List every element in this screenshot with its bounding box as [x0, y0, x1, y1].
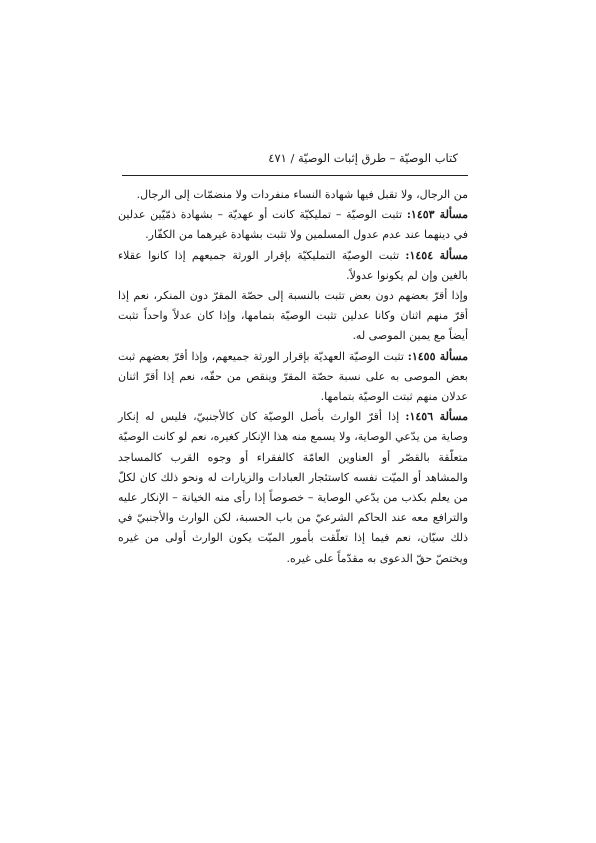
paragraph-issue-1454 — [118, 246, 468, 286]
paragraph-text: من الرجال، ولا تقبل فيها شهادة النساء منفردات ولا منضمّات إلى الرجال. — [136, 188, 468, 201]
paragraph-text: تثبت الوصيّة التمليكيّة بإقرار الورثة جميعهم إذا كانوا عقلاء بالغين وإن لم يكونوا عدولاً. — [118, 248, 468, 282]
paragraph-text: تثبت الوصيّة – تمليكيّة كانت أو عهديّة – بشهادة ذمّيّين عدلين في دينهما عند عدم عدول المسلمين ولا تثبت بشهادة غيرهما من الكفّار. — [118, 208, 468, 242]
issue-heading: مسألة ١٤٥٦: — [405, 410, 468, 424]
running-head: كتاب الوصيّة – طرق إثبات الوصيّة / ٤٧١ — [268, 151, 458, 165]
paragraph-text: وإذا أقرّ بعضهم دون بعض تثبت بالنسبة إلى حصّة المقرّ دون المنكر، نعم إذا أقرّ منهم اثنان وكانا عدلين تثبت الوصيّة بتمامها، وإذا كان عدلاً واحداً تثبت أيضاً مع يمين الموصى له. — [118, 289, 468, 343]
issue-heading: مسألة ١٤٥٣: — [406, 208, 468, 222]
paragraph-continuation — [118, 185, 468, 205]
issue-heading: مسألة ١٤٥٥: — [407, 349, 468, 363]
header-rule — [122, 175, 468, 176]
paragraph-text: إذا أقرّ الوارث بأصل الوصيّة كان كالأجنبيّ، فليس له إنكار وصاية من يدّعي الوصاية، ولا يسمع منه هذا الإنكار كغيره، نعم لو كانت الوصيّة متعلّقة بالقصّر أو العناوين العامّة كالفقراء أو وجوه القرب كالمساجد والمشاهد أو الميّت نفسه كاستئجار العبادات والزيارات له ونحو ذلك كان لكلّ من يعلم بكذب من يدّعي الوصاية – خصوصاً إذا رأى منه الخيانة – الإنكار عليه والترافع معه عند الحاكم الشرعيّ من باب الحسبة، لكن الوارث والأجنبيّ في ذلك سيّان، نعم فيما إذا تعلّقت بأمور الميّت يكون الوارث أولى من غيره ويختصّ حقّ الدعوى به مقدّماً على غيره. — [118, 410, 468, 565]
paragraph-issue-1456 — [118, 407, 468, 569]
issue-heading: مسألة ١٤٥٤: — [405, 248, 468, 262]
paragraph-issue-1455 — [118, 347, 468, 408]
paragraph-text: تثبت الوصيّة العهديّة بإقرار الورثة جميعهم، وإذا أقرّ بعضهم ثبت بعض الموصى به على نسبة حصّة المقرّ وينقص من حقّه، نعم إذا أقرّ اثنان عدلان منهم ثبتت الوصيّة بتمامها. — [118, 349, 468, 404]
paragraph-issue-1453 — [118, 205, 468, 245]
body-text — [118, 185, 468, 569]
paragraph-plain — [118, 286, 468, 347]
